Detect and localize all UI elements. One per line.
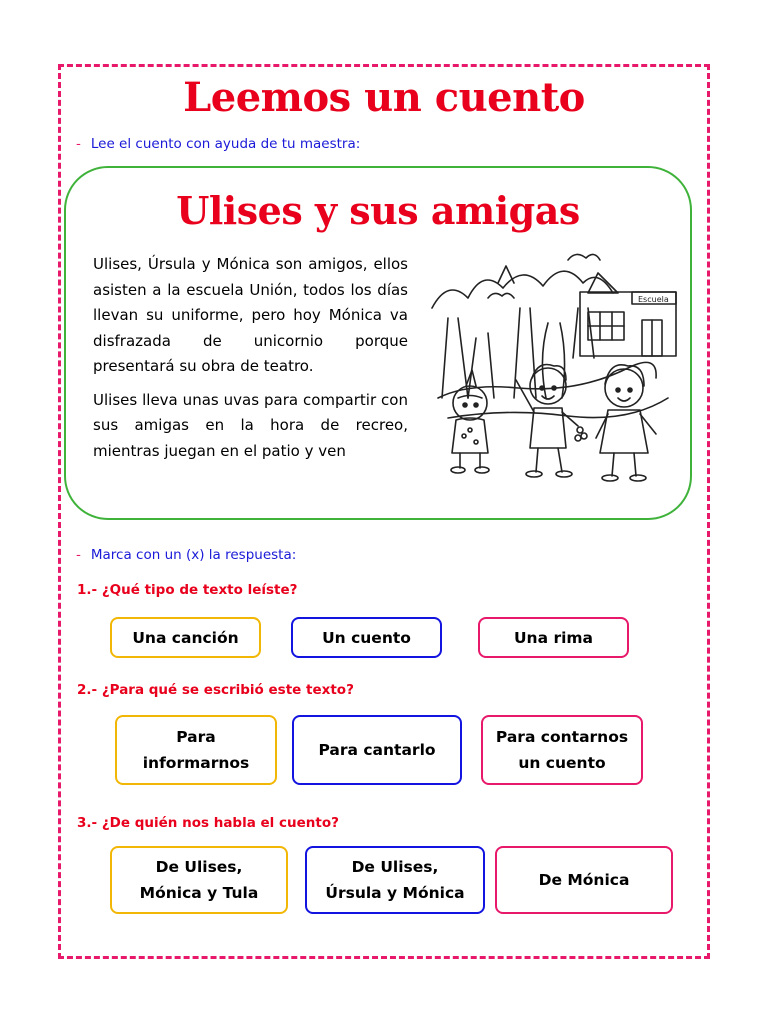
instruction-read	[76, 136, 360, 152]
q2-option-para-informarnos[interactable]	[115, 715, 277, 785]
question-3-label: 3.- ¿De quién nos habla el cuento?	[77, 815, 339, 831]
story-illustration	[428, 248, 680, 508]
instruction-read-text: Lee el cuento con ayuda de tu maestra:	[90, 136, 361, 152]
instruction-mark-text: Marca con un (x) la respuesta:	[90, 547, 297, 563]
question-1-label: 1.- ¿Qué tipo de texto leíste?	[77, 582, 298, 598]
school-sign-label: Escuela	[638, 295, 669, 304]
question-2-label: 2.- ¿Para qué se escribió este texto?	[77, 682, 354, 698]
option-label: Para contarnos un cuento	[495, 728, 629, 772]
q1-option-una-rima[interactable]	[478, 617, 629, 658]
story-title: Ulises y sus amigas	[176, 188, 580, 233]
option-label: Un cuento	[322, 628, 411, 647]
q3-option-de-monica[interactable]	[495, 846, 673, 914]
option-label: Una canción	[132, 628, 239, 647]
option-label: Para cantarlo	[318, 741, 436, 759]
story-paragraph: Ulises lleva unas uvas para compartir con sus amigas en la hora de recreo, mientras juegan en el patio y ven	[93, 390, 408, 460]
q1-option-un-cuento[interactable]	[291, 617, 442, 658]
page-title: Leemos un cuento	[183, 74, 585, 121]
story-text	[93, 252, 408, 502]
option-label: De Ulises, Mónica y Tula	[139, 858, 259, 902]
story-paragraph: Ulises, Úrsula y Mónica son amigos, ellos asisten a la escuela Unión, todos los días llevan su uniforme, pero hoy Mónica va disfrazada de unicornio porque presentará su obra de teatro.	[93, 255, 408, 375]
instruction-mark	[76, 547, 296, 563]
option-label: De Ulises, Úrsula y Mónica	[325, 858, 465, 902]
story-box	[64, 166, 692, 520]
instruction-dash: -	[76, 547, 81, 563]
instruction-dash: -	[76, 136, 81, 152]
q3-option-ulises-ursula-monica[interactable]	[305, 846, 485, 914]
q2-option-para-cantarlo[interactable]	[292, 715, 462, 785]
q1-option-una-cancion[interactable]	[110, 617, 261, 658]
option-label: De Mónica	[538, 871, 630, 889]
option-label: Una rima	[513, 628, 594, 647]
q3-option-ulises-monica-tula[interactable]	[110, 846, 288, 914]
option-label: Para informarnos	[142, 728, 250, 772]
q2-option-para-contarnos[interactable]	[481, 715, 643, 785]
